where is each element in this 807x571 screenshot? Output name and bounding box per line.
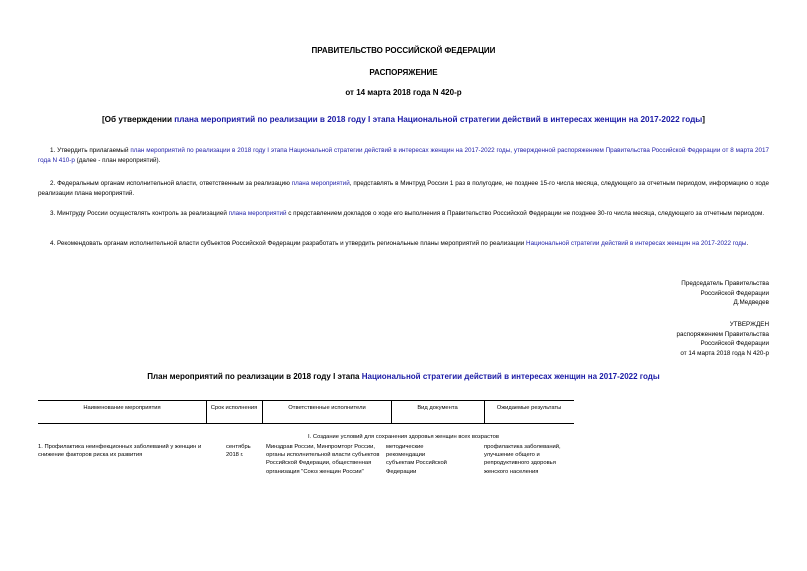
- row1-executors: Минздрав России, Минпромторг России, органы исполнительной власти субъектов Российской Федерации, общественная организация "Союз женщин России": [266, 444, 380, 475]
- title-prefix: [Об утверждении: [101, 115, 175, 124]
- approval-line-4: от 14 марта 2018 года N 420-р: [680, 349, 769, 357]
- header-name: Наименование мероприятия: [83, 405, 161, 411]
- paragraph-1: [38, 146, 769, 165]
- approval-line-1: УТВЕРЖДЕН: [729, 321, 769, 328]
- p1-link-plan[interactable]: план мероприятий по реализации в 2018 году I этапа Национальной стратегии действий в интересах женщин на 2017-2022 годы, утвержденной распоряжением Правительства Российской Федерации от 8 марта 2017 года N 410-р: [38, 147, 769, 164]
- header-executors: Ответственные исполнители: [288, 405, 366, 411]
- table-section-heading: I. Создание условий для сохранения здоровья женщин всех возрастов: [308, 434, 499, 440]
- row1-term: сентябрь 2018 г.: [226, 444, 251, 459]
- paragraph-2: [38, 179, 769, 198]
- header-result: Ожидаемые результаты: [496, 405, 562, 411]
- signature-block: [681, 279, 769, 308]
- row1-result: профилактика заболеваний, улучшение общего и репродуктивного здоровья женского населения: [484, 444, 561, 475]
- p2-text-a: 2. Федеральным органам исполнительной власти, ответственным за реализацию: [50, 180, 292, 187]
- header-term: Срок исполнения: [210, 405, 258, 411]
- p4-link-strategy[interactable]: Национальной стратегии действий в интересах женщин на 2017-2022 годы: [526, 240, 747, 247]
- p4-text-b: .: [746, 240, 749, 247]
- header-doc: Вид документа: [417, 405, 458, 411]
- document-type: РАСПОРЯЖЕНИЕ: [369, 68, 438, 77]
- row1-doc: методические рекомендации субъектам Российской Федерации: [386, 444, 447, 475]
- approval-line-2: распоряжением Правительства: [676, 330, 769, 338]
- government-heading: ПРАВИТЕЛЬСТВО РОССИЙСКОЙ ФЕДЕРАЦИИ: [311, 46, 496, 55]
- title-link[interactable]: плана мероприятий по реализации в 2018 году I этапа Национальной стратегии действий в интересах женщин на 2017-2022 годы: [174, 115, 703, 124]
- document-date: от 14 марта 2018 года N 420-р: [345, 88, 462, 97]
- p4-text-a: 4. Рекомендовать органам исполнительной власти субъектов Российской Федерации разработать и утвердить региональные планы мероприятий по реализации: [50, 240, 527, 247]
- paragraph-3: [38, 209, 769, 219]
- signature-line-2: Российской Федерации: [700, 289, 769, 297]
- title-suffix: ]: [702, 115, 706, 124]
- row1-name: 1. Профилактика неинфекционных заболеваний у женщин и снижение факторов риска их развития: [38, 444, 202, 459]
- p2-link-plan[interactable]: плана мероприятий: [291, 180, 350, 187]
- table-header: [38, 400, 574, 424]
- p3-text-a: 3. Минтруду России осуществлять контроль за реализацией: [50, 210, 229, 217]
- p1-text-a: 1. Утвердить прилагаемый: [50, 147, 131, 154]
- paragraph-4: [38, 239, 769, 249]
- p3-link-plan[interactable]: плана мероприятий: [228, 210, 287, 217]
- plan-title: [0, 372, 807, 381]
- signature-line-3: Д.Медведев: [733, 299, 769, 306]
- p2-text-b: , представлять в Минтруд России 1 раз в полугодие, не позднее 15-го числа месяца, следующего за отчетным периодом, информацию о ходе реализации плана мероприятий.: [38, 180, 769, 197]
- signature-line-1: Председатель Правительства: [681, 280, 769, 287]
- plan-title-link[interactable]: Национальной стратегии действий в интересах женщин на 2017-2022 годы: [361, 372, 660, 381]
- plan-title-prefix: План мероприятий по реализации в 2018 году I этапа: [147, 372, 362, 381]
- approval-block: [677, 320, 769, 358]
- plan-table: [38, 400, 574, 424]
- p1-text-b: (далее - план мероприятий).: [74, 156, 161, 164]
- approval-line-3: Российской Федерации: [700, 340, 769, 347]
- header-divider: [262, 401, 263, 423]
- p3-text-b: с представлением докладов о ходе его выполнения в Правительство Российской Федерации не позднее 30-го числа месяца, следующего за отчетным периодом.: [286, 210, 765, 217]
- document-title: [0, 115, 807, 124]
- header-divider: [206, 401, 207, 423]
